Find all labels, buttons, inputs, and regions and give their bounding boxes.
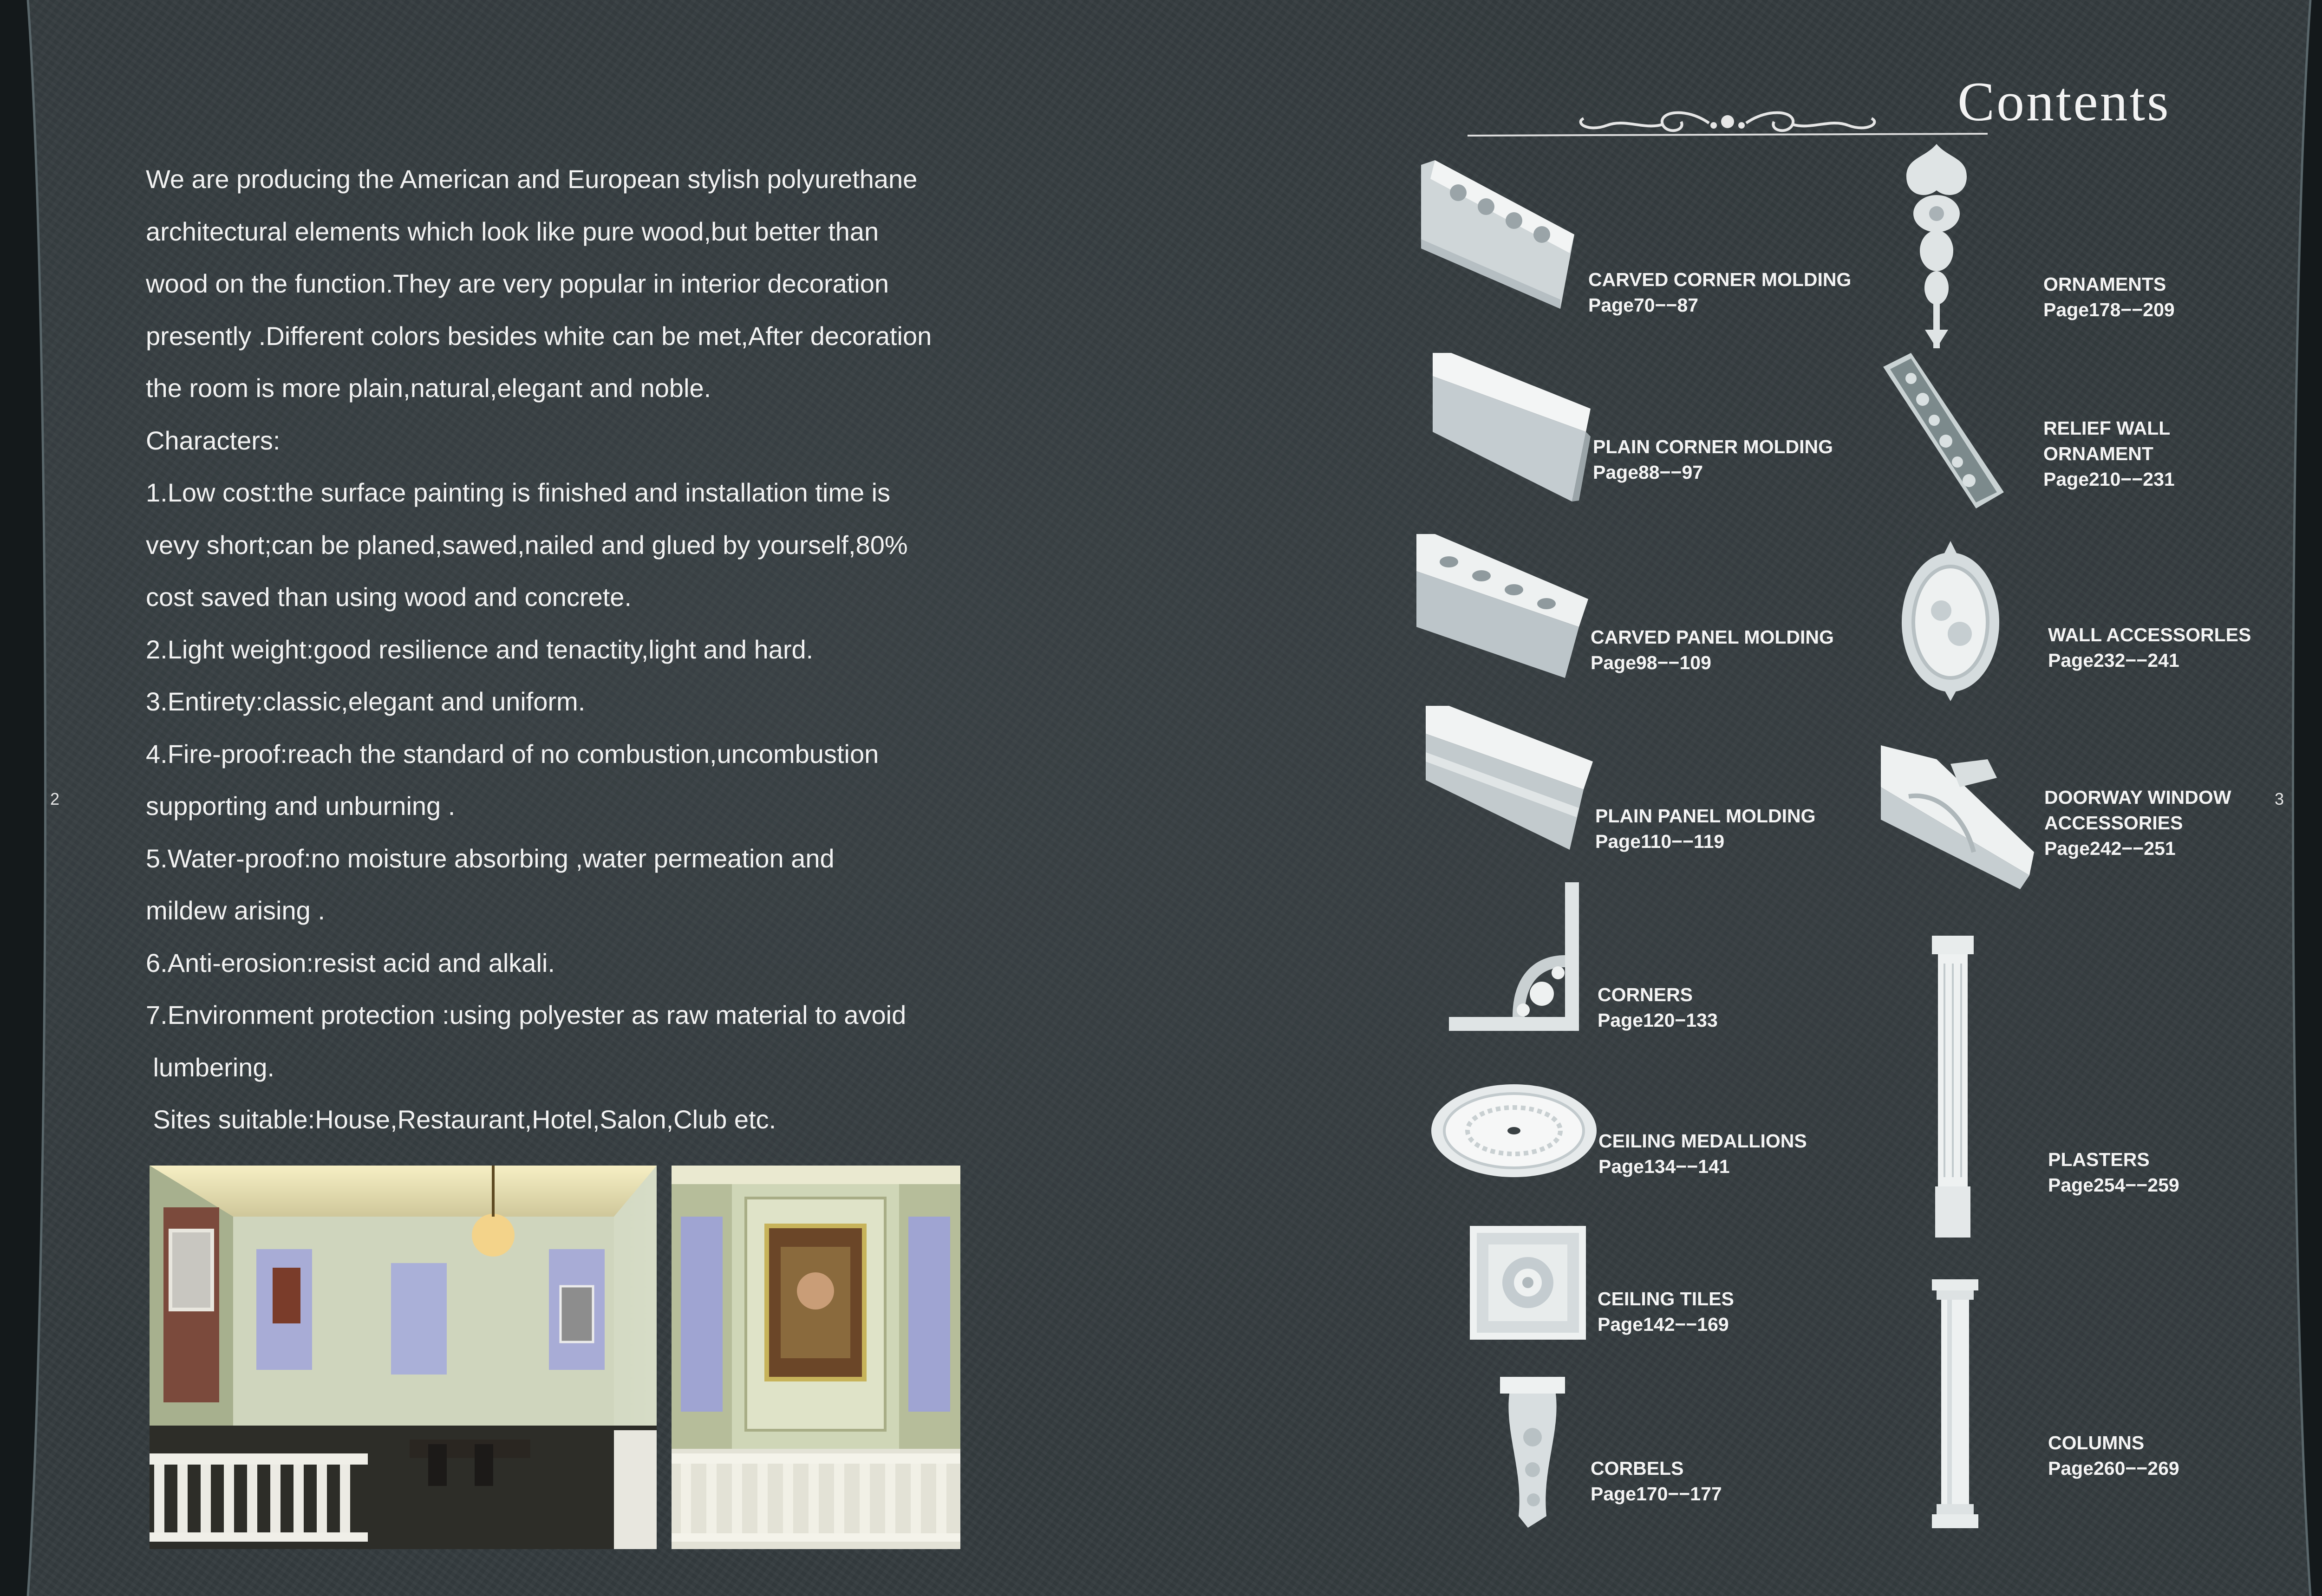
contents-item-ceiling-tiles[interactable]: [1470, 1226, 1865, 1342]
item-pages: Page110−−119: [1595, 831, 1725, 852]
page-number-left: 2: [50, 789, 60, 808]
item-name: RELIEF WALL: [2043, 417, 2171, 439]
ornament-icon: [1897, 144, 1976, 353]
pilaster-icon: [1930, 936, 1976, 1238]
item-name: ORNAMENTS: [2043, 274, 2166, 295]
item-name: DOORWAY WINDOW: [2044, 787, 2231, 808]
item-pages: Page70−−87: [1588, 294, 1699, 316]
item-name-line2: ACCESSORIES: [2044, 812, 2183, 834]
item-pages: Page98−−109: [1591, 652, 1711, 673]
contents-item-relief-wall-ornament[interactable]: [1883, 353, 2278, 511]
intro-line: wood on the function.They are very popular in interior decoration: [146, 269, 889, 298]
item-pages: Page178−−209: [2043, 299, 2175, 320]
contents-item-ceiling-medallions[interactable]: [1430, 1082, 1848, 1193]
corner-piece-icon: [1449, 882, 1598, 1040]
item-pages: Page254−−259: [2048, 1174, 2179, 1196]
item-name: CORNERS: [1598, 984, 1693, 1005]
relief-panel-icon: [1883, 353, 2004, 511]
item-pages: Page242−−251: [2044, 838, 2176, 859]
contents-item-doorway-window-accessories[interactable]: [1881, 745, 2299, 894]
panel-molding-plain-icon: [1426, 706, 1593, 854]
item-pages: Page120−133: [1598, 1010, 1718, 1031]
contents-item-columns[interactable]: [1930, 1279, 2301, 1530]
crown-molding-plain-icon: [1433, 353, 1591, 502]
crown-molding-carved-icon: [1421, 160, 1574, 313]
intro-line: Sites suitable:House,Restaurant,Hotel,Salon,Club etc.: [146, 1105, 776, 1134]
intro-line: lumbering.: [146, 1052, 275, 1082]
item-pages: Page210−−231: [2043, 469, 2175, 490]
contents-item-corbels[interactable]: [1500, 1377, 1895, 1532]
page-number-right: 3: [2275, 789, 2284, 808]
contents-item-corners[interactable]: [1449, 882, 1844, 1045]
intro-line: mildew arising .: [146, 896, 325, 925]
item-name: PLAIN PANEL MOLDING: [1595, 805, 1816, 827]
item-pages: Page170−−177: [1591, 1483, 1722, 1505]
contents-item-plain-corner-molding[interactable]: [1433, 353, 1851, 502]
scroll-ornament-icon: [1468, 98, 1988, 144]
contents-item-wall-accessories[interactable]: [1899, 541, 2317, 701]
column-icon: [1930, 1279, 1981, 1530]
ceiling-tile-icon: [1470, 1226, 1586, 1340]
intro-line: 5.Water-proof:no moisture absorbing ,water permeation and: [146, 843, 835, 873]
item-pages: Page260−−269: [2048, 1458, 2179, 1479]
intro-line: 6.Anti-erosion:resist acid and alkali.: [146, 948, 555, 977]
item-pages: Page142−−169: [1598, 1314, 1729, 1335]
item-name: CORBELS: [1591, 1458, 1684, 1479]
interior-photo-dining-room: [150, 1166, 657, 1549]
contents-item-carved-corner-molding[interactable]: [1421, 160, 1852, 316]
item-pages: Page134−−141: [1598, 1156, 1730, 1177]
item-name-line2: ORNAMENT: [2043, 443, 2153, 464]
item-name: PLAIN CORNER MOLDING: [1593, 436, 1833, 457]
oval-plaque-icon: [1899, 541, 2002, 701]
intro-line: presently .Different colors besides white can be met,After decoration: [146, 321, 932, 351]
intro-line: Characters:: [146, 425, 280, 455]
intro-line: 4.Fire-proof:reach the standard of no combustion,uncombustion: [146, 739, 879, 769]
contents-item-ornaments[interactable]: [1897, 144, 2269, 353]
item-name: CEILING MEDALLIONS: [1598, 1130, 1807, 1152]
intro-line: 1.Low cost:the surface painting is finished and installation time is: [146, 478, 891, 507]
item-name: CARVED CORNER MOLDING: [1588, 269, 1852, 290]
item-pages: Page88−−97: [1593, 462, 1703, 483]
intro-line: architectural elements which look like pure wood,but better than: [146, 216, 879, 246]
intro-text: [146, 153, 991, 1146]
item-name: CARVED PANEL MOLDING: [1591, 626, 1834, 648]
ceiling-medallion-icon: [1430, 1082, 1598, 1179]
intro-line: 2.Light weight:good resilience and tenactity,light and hard.: [146, 634, 814, 664]
item-name: COLUMNS: [2048, 1432, 2145, 1453]
item-pages: Page232−−241: [2048, 650, 2179, 671]
intro-line: supporting and unburning .: [146, 791, 456, 821]
corbel-icon: [1500, 1377, 1565, 1530]
door-pediment-icon: [1881, 745, 2034, 889]
intro-line: 7.Environment protection :using polyester as raw material to avoid: [146, 1000, 907, 1029]
intro-line: vevy short;can be planed,sawed,nailed and glued by yourself,80%: [146, 530, 908, 560]
panel-molding-carved-icon: [1416, 534, 1588, 683]
contents-item-carved-panel-molding[interactable]: [1416, 534, 1834, 683]
item-name: CEILING TILES: [1598, 1288, 1734, 1309]
contents-item-plain-panel-molding[interactable]: [1426, 706, 1844, 854]
intro-line: 3.Entirety:classic,elegant and uniform.: [146, 687, 586, 716]
contents-title: Contents: [1957, 71, 2171, 132]
intro-line: cost saved than using wood and concrete.: [146, 582, 632, 612]
intro-line: We are producing the American and European stylish polyurethane: [146, 164, 918, 194]
interior-photo-stair-hall: [672, 1166, 960, 1549]
item-name: PLASTERS: [2048, 1149, 2150, 1170]
contents-item-plasters[interactable]: [1930, 936, 2301, 1238]
item-name: WALL ACCESSORLES: [2048, 624, 2251, 645]
intro-line: the room is more plain,natural,elegant and noble.: [146, 373, 711, 403]
